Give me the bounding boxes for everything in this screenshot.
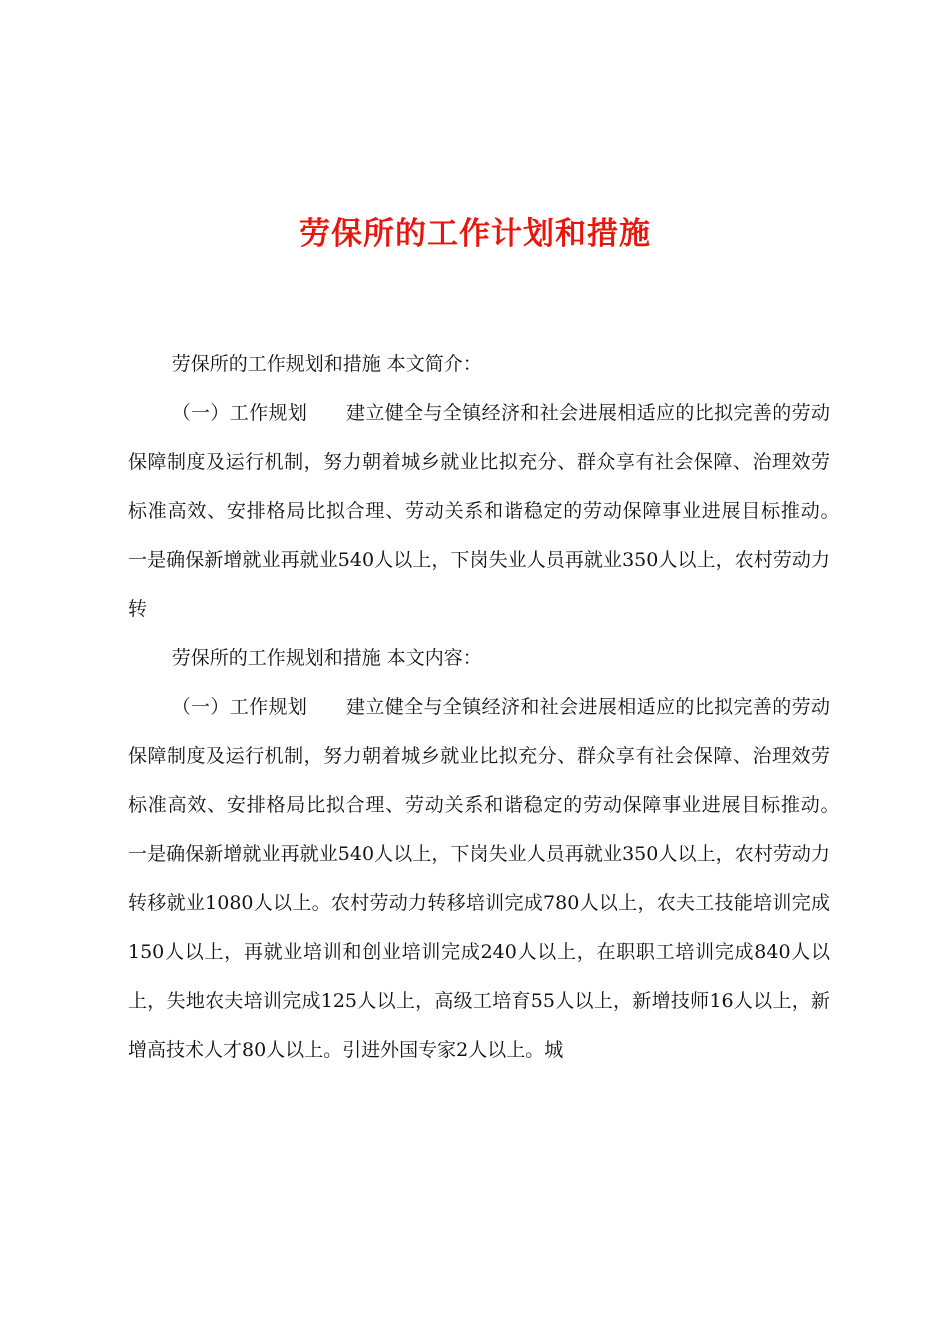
summary-paragraph: （一）工作规划 建立健全与全镇经济和社会进展相适应的比拟完善的劳动保障制度及运行机制，努力朝着城乡就业比拟充分、群众享有社会保障、治理效劳标准高效、安排格局比拟合理、劳动关系和谐稳定的劳动保障事业进展目标推动。 一是确保新增就业再就业540人以上，下岗失业人员再就业350人以上，农村劳动力转: [128, 402, 869, 620]
content-heading: 劳保所的工作规划和措施 本文内容：: [171, 647, 482, 669]
intro-heading: 劳保所的工作规划和措施 本文简介：: [171, 353, 482, 375]
document-body: [128, 340, 869, 1075]
content-paragraph: （一）工作规划 建立健全与全镇经济和社会进展相适应的比拟完善的劳动保障制度及运行机制，努力朝着城乡就业比拟充分、群众享有社会保障、治理效劳标准高效、安排格局比拟合理、劳动关系和谐稳定的劳动保障事业进展目标推动。 一是确保新增就业再就业540人以上，下岗失业人员再就业350人以上，农村劳动力转移就业1080人以上。农村劳动力转移培训完成780人以上，农夫工技能培训完成150人以上，再就业培训和创业培训完成240人以上，在职职工培训完成840人以上，失地农夫培训完成125人以上，高级工培育55人以上，新增技师16人以上，新增高技术人才80人以上。引进外国专家2人以上。城: [128, 696, 869, 1061]
document-title: 劳保所的工作计划和措施: [299, 216, 651, 252]
